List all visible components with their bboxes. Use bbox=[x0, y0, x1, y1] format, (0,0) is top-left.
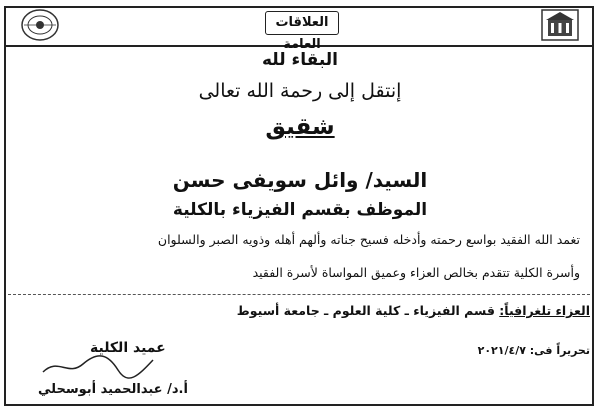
department-title: العلاقات العامة bbox=[265, 11, 339, 35]
handwritten-signature-icon bbox=[38, 352, 158, 380]
condolence-address-value: قسم الفيزياء ـ كلية العلوم ـ جامعة أسيوط bbox=[236, 303, 495, 318]
employee-position: الموظف بقسم الفيزياء بالكلية bbox=[172, 200, 428, 220]
condolence-text-line-1: تغمد الله الفقيد بواسع رحمته وأدخله فسيح جناته وألهم أهله وذويه الصبر والسلوان bbox=[157, 232, 580, 247]
condolence-text-line-2: وأسرة الكلية تتقدم بخالص العزاء وعميق المواساة لأسرة الفقيد bbox=[252, 265, 580, 280]
opening-phrase: البقاء لله bbox=[261, 50, 338, 70]
physics-department-emblem-icon bbox=[20, 8, 60, 42]
relation-word: شقيق bbox=[265, 114, 335, 140]
passing-announcement: إنتقل إلى رحمة الله تعالى bbox=[198, 80, 402, 102]
employee-name: السيد/ وائل سويفى حسن bbox=[172, 168, 428, 192]
condolence-address-label: العزاء تلغرافياً: bbox=[499, 303, 590, 318]
section-divider bbox=[8, 294, 590, 295]
condolence-address bbox=[237, 303, 590, 318]
dean-name: أ.د/ عبدالحميد أبوسحلي bbox=[38, 382, 188, 397]
dean-title: عميد الكلية bbox=[90, 340, 166, 356]
assiut-university-emblem-icon bbox=[540, 8, 580, 42]
issue-date: تحريراً فى: ٢٠٢١/٤/٧ bbox=[477, 344, 590, 357]
